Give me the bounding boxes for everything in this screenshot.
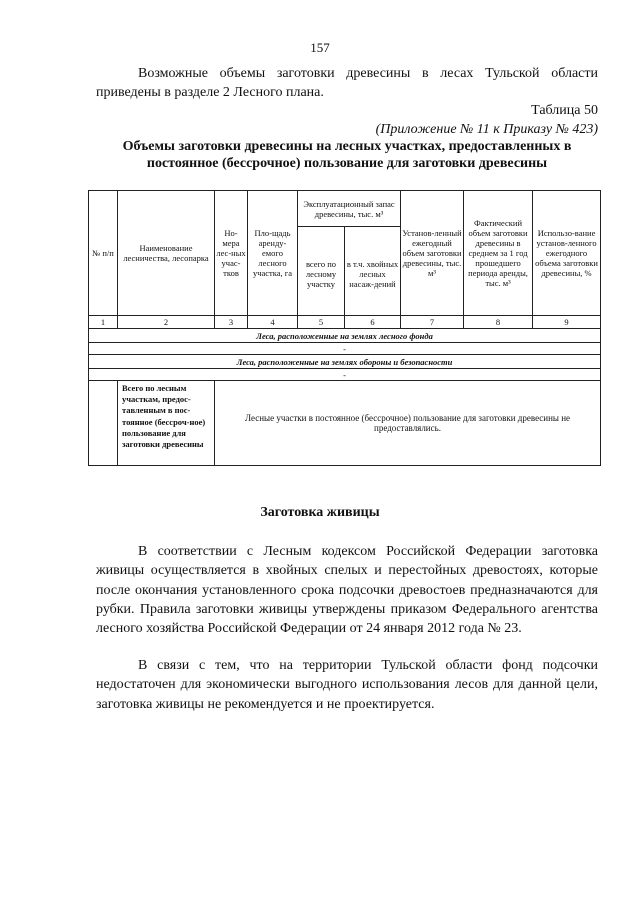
col-number: 5 [298,316,345,329]
table-title: Объемы заготовки древесины на лесных участках, предоставленных в постоянное (бессрочное) пользование для заготовки древесины [122,139,572,171]
header-plot-area: Пло-щадь аренду-емого лесного участка, га [248,191,298,316]
section-forest-fund: Леса, расположенные на землях лесного фонда [89,329,601,343]
header-stock-total: всего по лесному участку [298,227,345,316]
header-usage-percent: Использо-вание установ-ленного ежегодного объема заготовки древесины, % [533,191,601,316]
col-number: 2 [118,316,215,329]
col-number: 4 [248,316,298,329]
header-forestry-name: Наименование лесничества, лесопарка [118,191,215,316]
paragraph-2-text: В связи с тем, что на территории Тульской области фонд подсочки недостаточен для экономически выгодного использования лесов для данной цели, заготовка живицы не рекомендуется и не проектируется. [96,658,598,712]
harvest-table [88,190,601,466]
total-label: Всего по лесным участкам, предос-тавленным в пос-тоянное (бессроч-ное) пользование для заготовки древесины [118,381,215,466]
paragraph-1-text: В соответствии с Лесным кодексом Российской Федерации заготовка живицы осуществляется в хвойных спелых и перестойных древостоях, которые после окончания установленного срока подсочки древостоев предназначаются для рубки. Правила заготовки живицы утверждены приказом Федерального агентства лесного хозяйства Российской Федерации от 24 января 2012 года № 23. [96,544,598,637]
empty-dash: - [89,369,601,381]
table-row [89,343,601,355]
section-row [89,355,601,369]
paragraph-2 [96,656,598,714]
intro-text: Возможные объемы заготовки древесины в лесах Тульской области приведены в разделе 2 Лесного плана. [96,66,598,100]
section-heading: Заготовка живицы [260,505,380,520]
header-plot-numbers: Но-мера лес-ных учас-тков [215,191,248,316]
header-stock-coniferous: в т.ч. хвойных лесных насаж-дений [345,227,401,316]
table-reference: (Приложение № 11 к Приказу № 423) [375,122,598,137]
section-row [89,329,601,343]
page-number: 157 [310,40,330,55]
col-number: 8 [464,316,533,329]
col-number: 3 [215,316,248,329]
col-number: 1 [89,316,118,329]
paragraph-1 [96,542,598,638]
table-row [89,369,601,381]
col-number: 6 [345,316,401,329]
total-note: Лесные участки в постоянное (бессрочное) пользование для заготовки древесины не предоставлялись. [215,381,601,466]
column-number-row [89,316,601,329]
table-name: Таблица 50 [531,103,598,118]
header-operational-stock: Эксплуатационный запас древесины, тыс. м³ [298,191,401,227]
header-number: № п/п [89,191,118,316]
header-actual-volume: Фактический объем заготовки древесины в среднем за 1 год прошедшего периода аренды, тыс. м³ [464,191,533,316]
section-defense-lands: Леса, расположенные на землях обороны и безопасности [89,355,601,369]
table-header-row [89,191,601,227]
total-row [89,381,601,466]
empty-dash: - [89,343,601,355]
intro-paragraph [96,64,598,102]
col-number: 7 [401,316,464,329]
header-annual-volume: Установ-ленный ежегодный объем заготовки древесины, тыс. м³ [401,191,464,316]
col-number: 9 [533,316,601,329]
